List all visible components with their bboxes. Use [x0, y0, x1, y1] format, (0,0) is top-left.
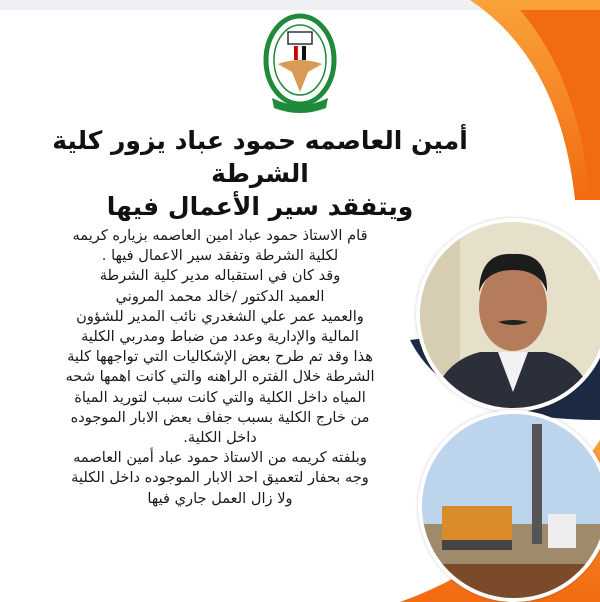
- body-line: وقد كان في استقباله مدير كلية الشرطة: [99, 267, 341, 285]
- body-line: العميد الدكتور /خالد محمد المروني: [115, 287, 325, 305]
- well-drilling-photo: [418, 410, 600, 602]
- police-academy-logo: [262, 12, 338, 118]
- body-line: المالية والإدارية وعدد من ضباط ومدربي الكلية: [81, 328, 359, 346]
- body-line: لكلية الشرطة وتفقد سير الاعمال فيها .: [101, 247, 339, 265]
- body-line: وبلفته كريمه من الاستاذ حمود عباد أمين العاصمه: [73, 449, 367, 467]
- portrait-photo: [416, 218, 600, 412]
- body-line: المياه داخل الكلية والتي كانت سبب لتوريد المياة: [74, 388, 366, 406]
- body-line: وجه بحفار لتعميق احد الابار الموجوده داخل الكلية: [71, 469, 369, 487]
- article-body: [20, 226, 420, 509]
- body-line: الشرطة خلال الفتره الراهنه والتي كانت اهمها شحه: [65, 368, 375, 386]
- body-line: ولا زال العمل جاري فيها: [147, 489, 293, 507]
- headline-line-1: أمين العاصمه حمود عباد يزور كلية الشرطة: [52, 126, 468, 188]
- body-line: من خارج الكلية بسبب جفاف بعض الابار الموجوده: [70, 408, 370, 426]
- body-line: والعميد عمر علي الشغدري نائب المدير للشؤون: [76, 307, 364, 325]
- headline: [10, 124, 510, 223]
- headline-line-2: ويتفقد سير الأعمال فيها: [106, 192, 414, 221]
- body-line: هذا وقد تم طرح بعض الإشكاليات التي تواجهها كلية: [67, 348, 373, 366]
- body-line: داخل الكلية.: [183, 429, 257, 447]
- body-line: قام الاستاذ حمود عباد امين العاصمه بزياره كريمه: [72, 227, 368, 244]
